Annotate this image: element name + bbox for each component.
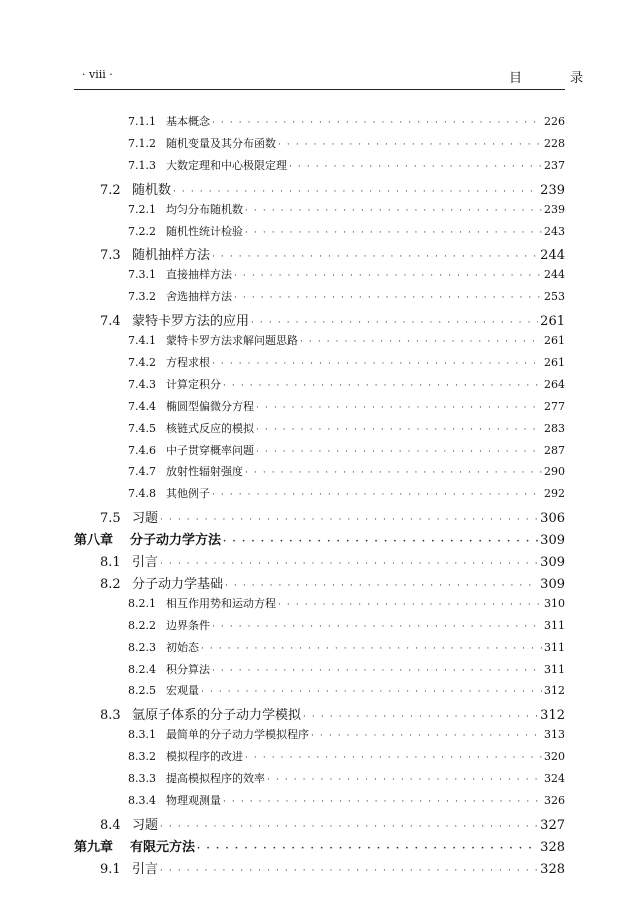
toc-entry-第九章[interactable] [74,836,565,855]
leader-dots [303,708,538,723]
toc-entry-title: 最简单的分子动力学模拟程序 [166,728,309,742]
toc-entry-8-2[interactable] [100,573,565,592]
toc-entry-number: 8.4 [100,817,121,833]
toc-entry-page: 328 [540,839,565,855]
toc-entry-number: 7.1.2 [128,136,156,150]
toc-entry-title: 引言 [132,555,159,570]
toc-entry-page: 253 [544,290,565,304]
toc-entry-number: 8.3 [100,708,121,724]
leader-dots [212,248,538,263]
toc-entry-title: 分子动力学方法 [130,533,222,549]
toc-entry-8-2-2[interactable] [128,617,565,633]
toc-entry-number: 7.1.3 [128,158,156,172]
toc-entry-page: 244 [540,248,565,264]
toc-entry-page: 324 [544,772,565,785]
toc-entry-number: 8.2.2 [128,618,156,632]
toc-entry-8-2-3[interactable] [128,639,565,655]
leader-dots [289,159,542,172]
leader-dots [223,533,538,548]
toc-entry-title: 氩原子体系的分子动力学模拟 [132,708,302,724]
toc-entry-number: 7.4.6 [128,443,156,457]
toc-entry-number: 第九章 [74,839,114,855]
leader-dots [256,400,542,413]
toc-entry-number: 8.3.1 [128,728,156,742]
leader-dots [267,772,542,785]
leader-dots [245,750,542,763]
toc-entry-title: 边界条件 [166,618,210,632]
leader-dots [225,577,538,592]
toc-entry-title: 模拟程序的改进 [166,750,243,764]
toc-entry-page: 311 [544,662,565,676]
toc-entry-7-4-1[interactable] [128,332,565,348]
toc-entry-title: 核链式反应的模拟 [166,421,254,435]
page-number-label: · viii · [82,68,113,81]
toc-entry-number: 8.2.4 [128,662,156,676]
toc-entry-page: 292 [544,487,565,501]
toc-entry-title: 放射性辐射强度 [166,465,243,479]
toc-entry-7-2-2[interactable] [128,223,565,239]
toc-entry-title: 随机变量及其分布函数 [166,136,276,150]
toc-entry-title: 大数定理和中心极限定理 [166,158,287,172]
toc-entry-page: 277 [544,399,565,413]
toc-entry-page: 326 [544,793,565,807]
toc-entry-title: 宏观量 [166,684,199,698]
toc-entry-8-2-1[interactable] [128,595,565,611]
toc-entry-title: 其他例子 [166,487,210,501]
toc-entry-number: 8.3.2 [128,750,156,764]
toc-entry-number: 7.4.4 [128,399,156,413]
toc-entry-title: 分子动力学基础 [132,576,224,592]
toc-entry-7-4-7[interactable] [128,463,565,479]
toc-entry-number: 8.3.4 [128,793,156,807]
toc-entry-page: 327 [540,817,565,833]
toc-entry-page: 309 [540,533,565,549]
leader-dots [160,555,538,570]
toc-entry-page: 239 [540,182,565,198]
leader-dots [160,511,538,526]
running-header-title: 目 录 [509,71,606,86]
toc-entry-page: 311 [544,618,565,632]
toc-entry-page: 239 [544,202,565,216]
leader-dots [212,115,542,128]
toc-entry-number: 9.1 [100,861,121,877]
toc-entry-title: 随机性统计检验 [166,224,243,238]
toc-entry-7-1-2[interactable] [128,135,565,151]
toc-entry-7-4-2[interactable] [128,354,565,370]
toc-entry-title: 引言 [132,861,159,877]
toc-entry-8-3-4[interactable] [128,792,565,808]
toc-entry-number: 7.3 [100,248,121,264]
toc-entry-title: 中子贯穿概率问题 [166,443,254,457]
toc-entry-number: 7.2.1 [128,202,156,216]
toc-entry-number: 8.2.5 [128,684,156,698]
leader-dots [311,728,542,741]
toc-entry-number: 7.5 [100,511,121,527]
toc-entry-number: 7.4.7 [128,465,156,479]
toc-entry-page: 290 [544,465,565,479]
leader-dots [212,619,542,632]
toc-entry-title: 习题 [132,511,159,527]
toc-entry-7-4-5[interactable] [128,420,565,436]
toc-entry-page: 312 [540,708,565,724]
toc-entry-title: 蒙特卡罗方法的应用 [132,314,250,330]
toc-entry-title: 相互作用势和运动方程 [166,596,276,610]
leader-dots [223,378,542,391]
toc-entry-title: 基本概念 [166,115,210,128]
toc-entry-7-1-1[interactable] [128,113,565,129]
toc-entry-7-3-2[interactable] [128,288,565,304]
toc-entry-9-1[interactable] [100,858,565,877]
toc-entry-number: 7.4.8 [128,487,156,501]
toc-entry-number: 7.4 [100,314,121,330]
leader-dots [173,183,538,198]
toc-entry-title: 初始态 [166,640,199,654]
leader-dots [256,444,542,457]
toc-entry-number: 8.2.1 [128,596,156,610]
toc-entry-number: 7.3.2 [128,290,156,304]
toc-entry-7-4-8[interactable] [128,485,565,501]
leader-dots [212,487,542,500]
toc-entry-page: 244 [544,268,565,282]
leader-dots [278,137,542,150]
toc-entry-page: 306 [540,511,565,527]
leader-dots [278,597,542,610]
toc-entry-number: 7.4.1 [128,334,156,347]
toc-entry-number: 7.1.1 [128,115,156,128]
toc-entry-number: 7.4.3 [128,377,156,391]
toc-entry-8-2-5[interactable] [128,682,565,698]
toc-entry-title: 随机抽样方法 [132,248,211,264]
toc-entry-page: 264 [544,377,565,391]
toc-entry-number: 7.4.2 [128,355,156,369]
leader-dots [300,334,542,347]
toc-entry-page: 311 [544,640,565,654]
toc-entry-page: 261 [544,355,565,369]
toc-entry-title: 提高模拟程序的效率 [166,772,265,785]
toc-entry-number: 8.2 [100,576,121,592]
toc-entry-page: 283 [544,421,565,435]
toc-entry-7-4-3[interactable] [128,376,565,392]
leader-dots [234,290,542,303]
toc-entry-title: 舍选抽样方法 [166,290,232,304]
toc-entry-page: 312 [544,684,565,698]
toc-entry-title: 积分算法 [166,662,210,676]
toc-entry-第八章[interactable] [74,529,565,548]
leader-dots [223,794,542,807]
leader-dots [201,641,542,654]
toc-entry-8-3-3[interactable] [128,770,565,786]
toc-entry-title: 均匀分布随机数 [166,202,243,216]
toc-entry-8-3-1[interactable] [128,726,565,742]
toc-entry-8-4[interactable] [100,814,565,833]
toc-entry-8-1[interactable] [100,551,565,570]
toc-entry-page: 261 [540,314,565,330]
toc-entry-7-4[interactable] [100,310,565,329]
toc-entry-page: 287 [544,443,565,457]
toc-entry-page: 309 [540,555,565,570]
leader-dots [201,684,542,697]
toc-entry-title: 随机数 [132,182,172,198]
toc-entry-number: 7.4.5 [128,421,156,435]
toc-entry-page: 328 [540,861,565,877]
toc-entry-7-2[interactable] [100,179,565,198]
leader-dots [245,225,542,238]
toc-entry-page: 310 [544,596,565,610]
toc-entry-title: 物理观测量 [166,793,221,807]
toc-entry-title: 计算定积分 [166,377,221,391]
leader-dots [234,268,542,281]
toc-entry-7-4-4[interactable] [128,398,565,414]
toc-entry-page: 313 [544,728,565,742]
toc-entry-8-3[interactable] [100,704,565,723]
toc-entry-page: 261 [544,334,565,347]
toc-entry-number: 8.1 [100,555,121,570]
leader-dots [256,422,542,435]
toc-entry-title: 习题 [132,817,159,833]
toc-entry-page: 320 [544,750,565,764]
leader-dots [160,818,538,833]
toc-entry-page: 228 [544,136,565,150]
leader-dots [197,840,538,855]
toc-entry-7-5[interactable] [100,507,565,526]
toc-entry-title: 直接抽样方法 [166,268,232,282]
toc-entry-7-3[interactable] [100,244,565,263]
toc-entry-7-1-3[interactable] [128,157,565,173]
leader-dots [245,465,542,478]
toc-entry-number: 7.3.1 [128,268,156,282]
toc-entry-number: 7.2 [100,182,121,198]
leader-dots [212,356,542,369]
toc-entry-page: 243 [544,224,565,238]
toc-entry-title: 椭圆型偏微分方程 [166,399,254,413]
toc-entry-8-2-4[interactable] [128,661,565,677]
toc-entry-number: 第八章 [74,533,114,549]
leader-dots [212,663,542,676]
toc-entry-title: 方程求根 [166,355,210,369]
toc-entry-title: 有限元方法 [130,839,196,855]
leader-dots [160,862,538,877]
toc-entry-number: 8.3.3 [128,772,156,785]
toc-entry-title: 蒙特卡罗方法求解问题思路 [166,334,298,347]
toc-entry-page: 226 [544,115,565,128]
toc-entry-7-2-1[interactable] [128,201,565,217]
toc-entry-page: 237 [544,158,565,172]
leader-dots [245,203,542,216]
toc-entry-number: 8.2.3 [128,640,156,654]
leader-dots [251,314,538,329]
toc-entry-page: 309 [540,576,565,592]
toc-entry-7-3-1[interactable] [128,266,565,282]
toc-entry-7-4-6[interactable] [128,442,565,458]
toc-entry-8-3-2[interactable] [128,748,565,764]
toc-entry-number: 7.2.2 [128,224,156,238]
